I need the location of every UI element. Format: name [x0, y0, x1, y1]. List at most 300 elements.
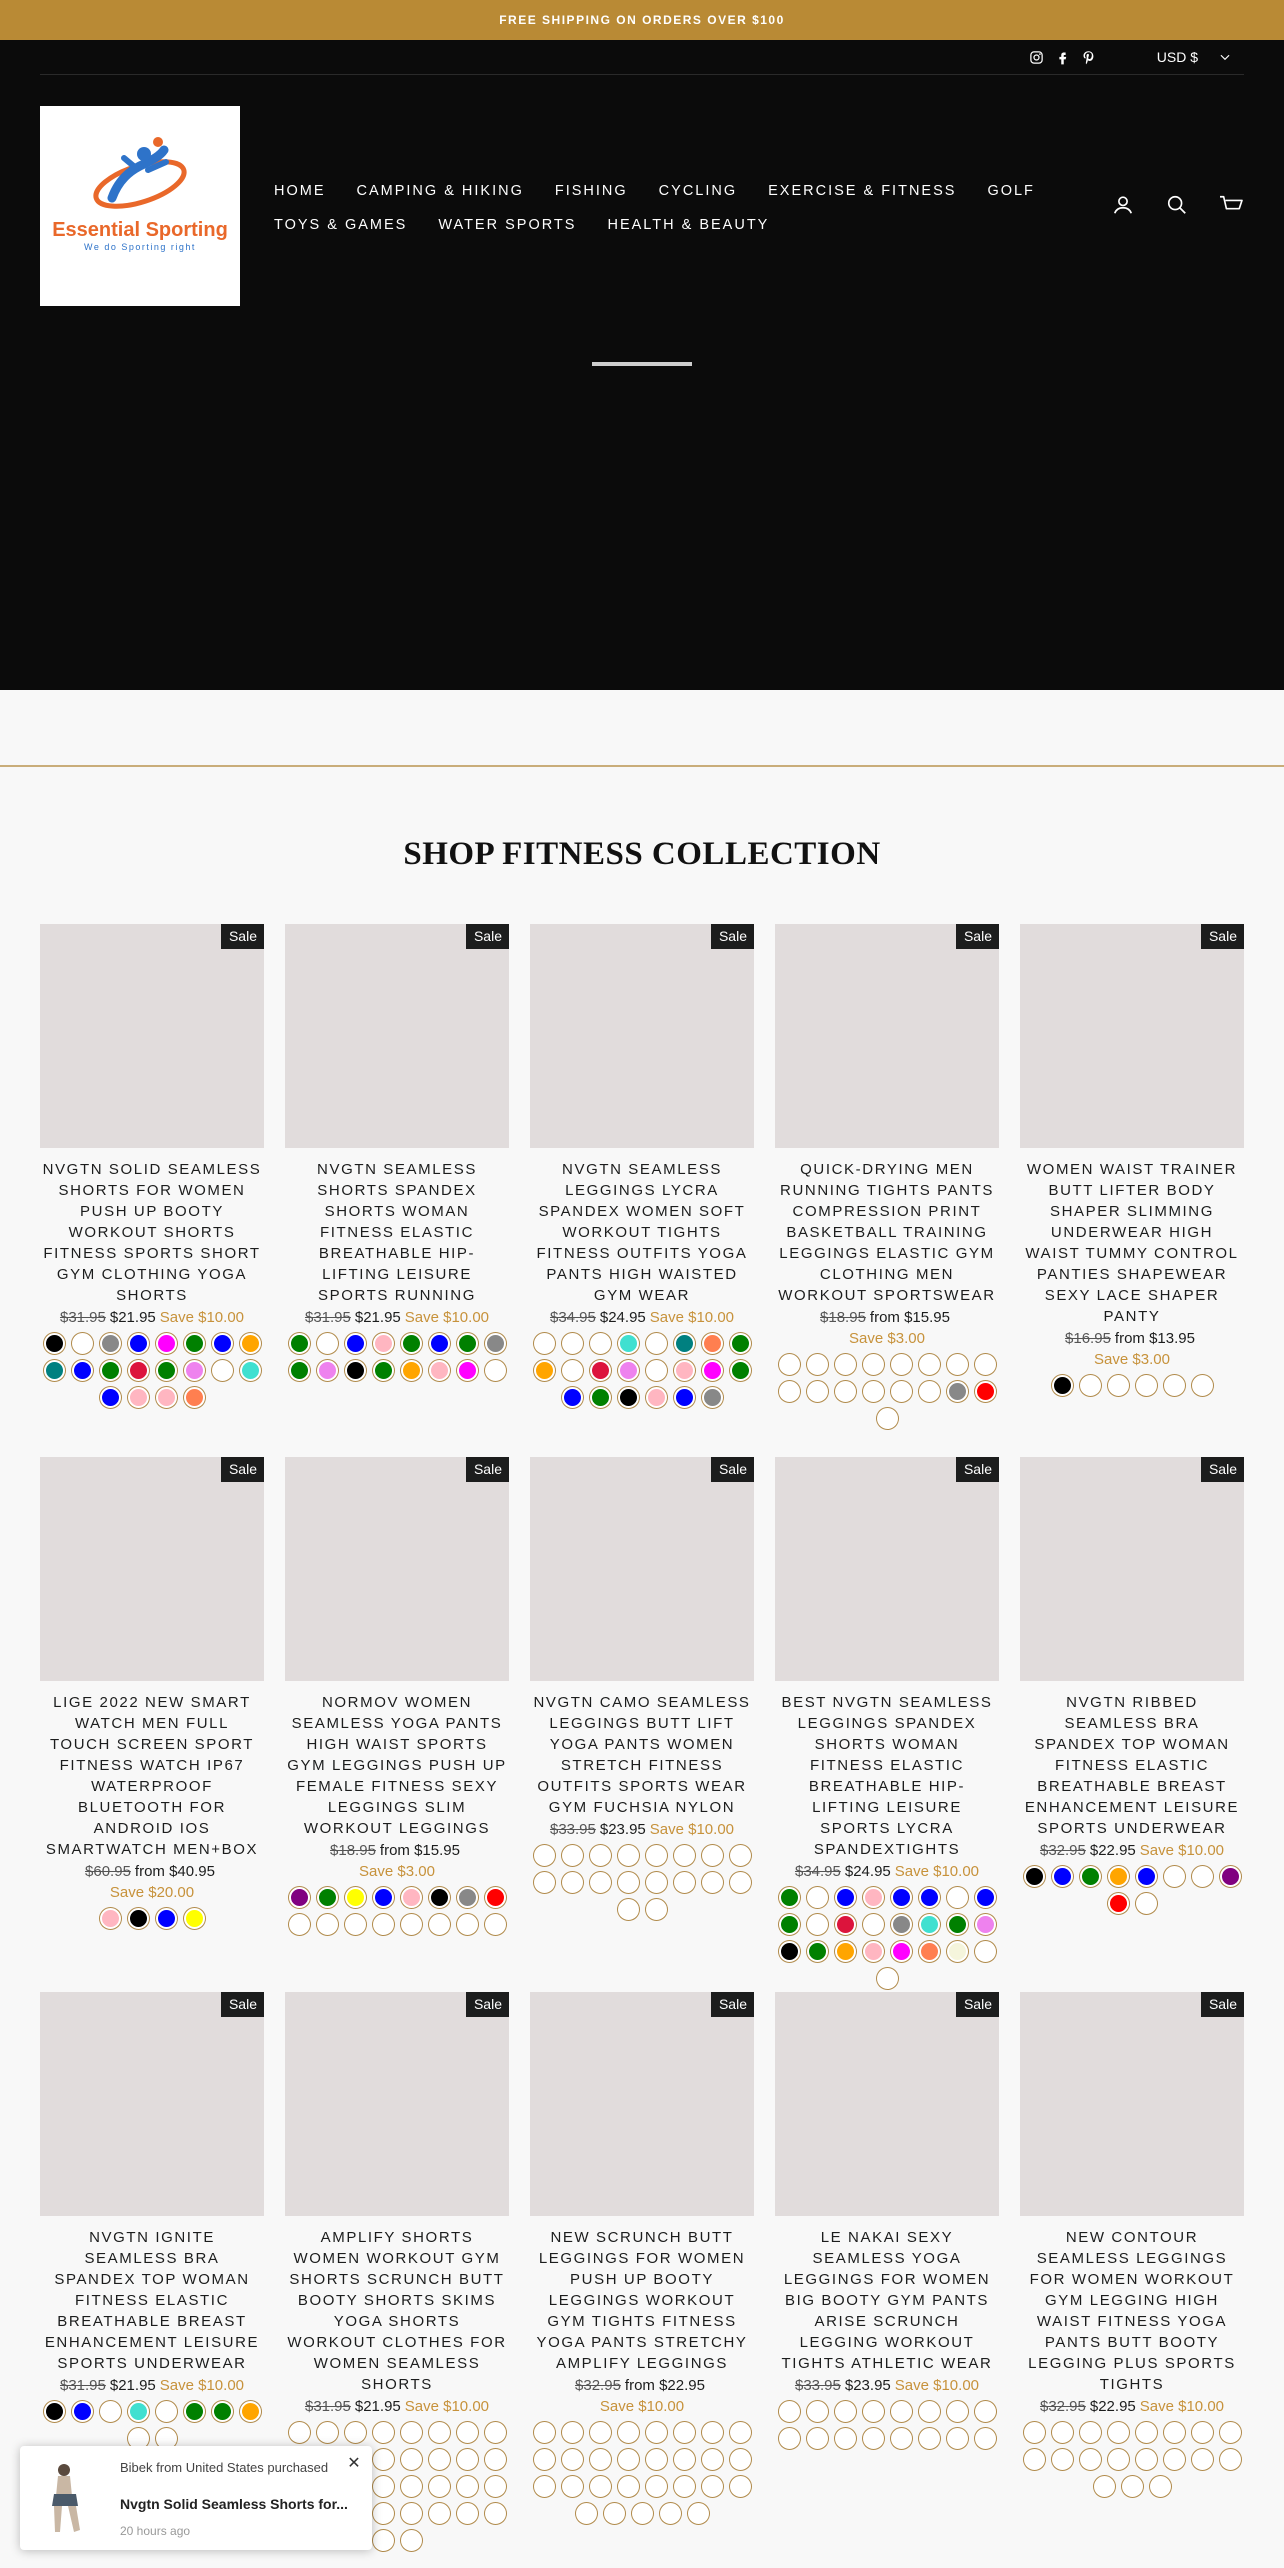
color-swatch[interactable] — [1080, 2449, 1101, 2470]
color-swatch[interactable] — [730, 2476, 751, 2497]
color-swatch[interactable] — [1136, 1866, 1157, 1887]
color-swatch[interactable] — [289, 2422, 310, 2443]
color-swatch[interactable] — [1108, 1866, 1129, 1887]
color-swatch[interactable] — [835, 1914, 856, 1935]
product-image[interactable] — [40, 1457, 264, 1681]
color-swatch[interactable] — [212, 1333, 233, 1354]
color-swatch[interactable] — [429, 1914, 450, 1935]
color-swatch[interactable] — [1192, 2422, 1213, 2443]
color-swatch[interactable] — [401, 1914, 422, 1935]
site-logo[interactable] — [40, 106, 240, 306]
color-swatch[interactable] — [373, 1333, 394, 1354]
product-card[interactable] — [1020, 1992, 1244, 2497]
color-swatch[interactable] — [618, 2422, 639, 2443]
color-swatch[interactable] — [779, 1887, 800, 1908]
color-swatch[interactable] — [373, 2476, 394, 2497]
color-swatch[interactable] — [947, 1354, 968, 1375]
color-swatch[interactable] — [646, 2449, 667, 2470]
color-swatch[interactable] — [156, 1333, 177, 1354]
product-card[interactable] — [1020, 924, 1244, 1396]
color-swatch[interactable] — [877, 1968, 898, 1989]
color-swatch[interactable] — [100, 1387, 121, 1408]
color-swatch[interactable] — [618, 1899, 639, 1920]
product-title[interactable]: BEST NVGTN SEAMLESS LEGGINGS SPANDEX SHORTS WOMAN FITNESS ELASTIC BREATHABLE HIP-LIFTING LEISURE SPORTS LYCRA SPANDEXTIGHTS — [781, 1694, 993, 1858]
color-swatch[interactable] — [877, 1408, 898, 1429]
color-swatch[interactable] — [702, 1387, 723, 1408]
color-swatch[interactable] — [373, 1887, 394, 1908]
color-swatch[interactable] — [485, 2503, 506, 2524]
color-swatch[interactable] — [1080, 1375, 1101, 1396]
color-swatch[interactable] — [485, 1360, 506, 1381]
product-title[interactable]: LIGE 2022 NEW SMART WATCH MEN FULL TOUCH SCREEN SPORT FITNESS WATCH IP67 WATERPROOF BLUETOOTH FOR ANDROID IOS SMARTWATCH MEN+BOX — [45, 1694, 259, 1858]
color-swatch[interactable] — [590, 1872, 611, 1893]
color-swatch[interactable] — [1164, 1866, 1185, 1887]
color-swatch[interactable] — [429, 2503, 450, 2524]
color-swatch[interactable] — [730, 2449, 751, 2470]
color-swatch[interactable] — [590, 2476, 611, 2497]
color-swatch[interactable] — [240, 2401, 261, 2422]
color-swatch[interactable] — [345, 2422, 366, 2443]
notification-product[interactable]: Nvgtn Solid Seamless Shorts for... — [120, 2496, 348, 2512]
color-swatch[interactable] — [975, 2401, 996, 2422]
color-swatch[interactable] — [702, 1845, 723, 1866]
color-swatch[interactable] — [618, 1333, 639, 1354]
color-swatch[interactable] — [919, 2428, 940, 2449]
color-swatch[interactable] — [947, 2428, 968, 2449]
color-swatch[interactable] — [534, 2449, 555, 2470]
color-swatch[interactable] — [779, 1941, 800, 1962]
color-swatch[interactable] — [100, 1333, 121, 1354]
product-image[interactable] — [1020, 924, 1244, 1148]
color-swatch[interactable] — [975, 1941, 996, 1962]
color-swatch[interactable] — [534, 2476, 555, 2497]
color-swatch[interactable] — [457, 1914, 478, 1935]
color-swatch[interactable] — [457, 1360, 478, 1381]
color-swatch[interactable] — [156, 1387, 177, 1408]
color-swatch[interactable] — [485, 2449, 506, 2470]
nav-item-cycling[interactable]: CYCLING — [658, 183, 738, 199]
color-swatch[interactable] — [457, 2449, 478, 2470]
color-swatch[interactable] — [100, 1908, 121, 1929]
product-title[interactable]: LE NAKAI SEXY SEAMLESS YOGA LEGGINGS FOR WOMEN BIG BOOTY GYM PANTS ARISE SCRUNCH LEGGING WORKOUT TIGHTS ATHLETIC WEAR — [781, 2229, 993, 2372]
color-swatch[interactable] — [1080, 2422, 1101, 2443]
color-swatch[interactable] — [1052, 1375, 1073, 1396]
product-title[interactable]: NVGTN RIBBED SEAMLESS BRA SPANDEX TOP WOMAN FITNESS ELASTIC BREATHABLE BREAST ENHANCEMENT LEISURE SPORTS UNDERWEAR — [1024, 1694, 1240, 1837]
product-image[interactable] — [40, 924, 264, 1148]
color-swatch[interactable] — [576, 2503, 597, 2524]
color-swatch[interactable] — [646, 1387, 667, 1408]
purchase-notification[interactable] — [20, 2446, 372, 2550]
color-swatch[interactable] — [730, 1845, 751, 1866]
color-swatch[interactable] — [1024, 2422, 1045, 2443]
color-swatch[interactable] — [72, 2401, 93, 2422]
color-swatch[interactable] — [345, 1887, 366, 1908]
cart-icon[interactable] — [1218, 192, 1244, 218]
color-swatch[interactable] — [590, 1845, 611, 1866]
color-swatch[interactable] — [212, 1360, 233, 1381]
color-swatch[interactable] — [44, 1360, 65, 1381]
color-swatch[interactable] — [919, 1941, 940, 1962]
product-card[interactable] — [40, 924, 264, 1408]
color-swatch[interactable] — [919, 1354, 940, 1375]
color-swatch[interactable] — [401, 2476, 422, 2497]
color-swatch[interactable] — [373, 2422, 394, 2443]
color-swatch[interactable] — [590, 1360, 611, 1381]
color-swatch[interactable] — [562, 1333, 583, 1354]
nav-item-camping-hiking[interactable]: CAMPING & HIKING — [356, 183, 524, 199]
color-swatch[interactable] — [1220, 1866, 1241, 1887]
color-swatch[interactable] — [807, 2401, 828, 2422]
color-swatch[interactable] — [891, 1941, 912, 1962]
product-image[interactable] — [530, 1457, 754, 1681]
color-swatch[interactable] — [1108, 2449, 1129, 2470]
color-swatch[interactable] — [373, 1914, 394, 1935]
color-swatch[interactable] — [100, 2401, 121, 2422]
color-swatch[interactable] — [807, 1887, 828, 1908]
product-title[interactable]: AMPLIFY SHORTS WOMEN WORKOUT GYM SHORTS SCRUNCH BUTT BOOTY SHORTS SKIMS YOGA SHORTS WORKOUT CLOTHES FOR WOMEN SEAMLESS SHORTS — [287, 2229, 507, 2393]
product-title[interactable]: NVGTN SEAMLESS LEGGINGS LYCRA SPANDEX WOMEN SOFT WORKOUT TIGHTS FITNESS OUTFITS YOGA PANTS HIGH WAISTED GYM WEAR — [536, 1161, 748, 1304]
color-swatch[interactable] — [457, 1887, 478, 1908]
color-swatch[interactable] — [660, 2503, 681, 2524]
color-swatch[interactable] — [562, 1845, 583, 1866]
color-swatch[interactable] — [975, 1381, 996, 1402]
color-swatch[interactable] — [373, 2449, 394, 2470]
color-swatch[interactable] — [891, 1887, 912, 1908]
color-swatch[interactable] — [632, 2503, 653, 2524]
color-swatch[interactable] — [156, 1908, 177, 1929]
color-swatch[interactable] — [590, 2449, 611, 2470]
nav-item-toys-games[interactable]: TOYS & GAMES — [274, 217, 408, 233]
color-swatch[interactable] — [1136, 1375, 1157, 1396]
color-swatch[interactable] — [485, 1887, 506, 1908]
color-swatch[interactable] — [919, 1887, 940, 1908]
product-card[interactable] — [285, 1457, 509, 1935]
color-swatch[interactable] — [562, 2476, 583, 2497]
color-swatch[interactable] — [156, 1360, 177, 1381]
color-swatch[interactable] — [688, 2503, 709, 2524]
color-swatch[interactable] — [975, 2428, 996, 2449]
product-image[interactable] — [285, 1992, 509, 2216]
color-swatch[interactable] — [562, 2422, 583, 2443]
product-image[interactable] — [530, 924, 754, 1148]
color-swatch[interactable] — [730, 2422, 751, 2443]
product-image[interactable] — [285, 1457, 509, 1681]
color-swatch[interactable] — [807, 1381, 828, 1402]
color-swatch[interactable] — [618, 1872, 639, 1893]
color-swatch[interactable] — [702, 2449, 723, 2470]
color-swatch[interactable] — [289, 1360, 310, 1381]
chevron-down-icon[interactable] — [1218, 50, 1232, 64]
color-swatch[interactable] — [1136, 2422, 1157, 2443]
color-swatch[interactable] — [429, 2422, 450, 2443]
color-swatch[interactable] — [1024, 1866, 1045, 1887]
color-swatch[interactable] — [72, 1333, 93, 1354]
color-swatch[interactable] — [345, 1914, 366, 1935]
color-swatch[interactable] — [702, 1360, 723, 1381]
color-swatch[interactable] — [674, 2476, 695, 2497]
color-swatch[interactable] — [618, 1387, 639, 1408]
color-swatch[interactable] — [289, 1914, 310, 1935]
color-swatch[interactable] — [590, 1333, 611, 1354]
color-swatch[interactable] — [947, 1914, 968, 1935]
color-swatch[interactable] — [457, 2503, 478, 2524]
color-swatch[interactable] — [646, 1360, 667, 1381]
nav-item-exercise-fitness[interactable]: EXERCISE & FITNESS — [768, 183, 957, 199]
color-swatch[interactable] — [184, 2401, 205, 2422]
color-swatch[interactable] — [401, 1887, 422, 1908]
color-swatch[interactable] — [373, 1360, 394, 1381]
color-swatch[interactable] — [128, 1908, 149, 1929]
color-swatch[interactable] — [807, 1914, 828, 1935]
color-swatch[interactable] — [947, 1941, 968, 1962]
color-swatch[interactable] — [429, 1360, 450, 1381]
account-icon[interactable] — [1110, 192, 1136, 218]
color-swatch[interactable] — [702, 1872, 723, 1893]
color-swatch[interactable] — [1136, 1893, 1157, 1914]
color-swatch[interactable] — [807, 2428, 828, 2449]
product-image[interactable] — [1020, 1992, 1244, 2216]
color-swatch[interactable] — [618, 1360, 639, 1381]
product-title[interactable]: NVGTN SEAMLESS SHORTS SPANDEX SHORTS WOMAN FITNESS ELASTIC BREATHABLE HIP-LIFTING LEISURE SPORTS RUNNING — [317, 1161, 477, 1304]
color-swatch[interactable] — [947, 1887, 968, 1908]
color-swatch[interactable] — [100, 1360, 121, 1381]
nav-item-water-sports[interactable]: WATER SPORTS — [438, 217, 577, 233]
color-swatch[interactable] — [457, 1333, 478, 1354]
color-swatch[interactable] — [919, 1381, 940, 1402]
color-swatch[interactable] — [401, 1333, 422, 1354]
color-swatch[interactable] — [562, 2449, 583, 2470]
color-swatch[interactable] — [702, 2422, 723, 2443]
color-swatch[interactable] — [184, 1333, 205, 1354]
color-swatch[interactable] — [401, 2422, 422, 2443]
color-swatch[interactable] — [590, 1387, 611, 1408]
color-swatch[interactable] — [863, 1381, 884, 1402]
color-swatch[interactable] — [779, 1914, 800, 1935]
color-swatch[interactable] — [646, 1333, 667, 1354]
color-swatch[interactable] — [779, 2401, 800, 2422]
color-swatch[interactable] — [646, 1899, 667, 1920]
color-swatch[interactable] — [835, 1354, 856, 1375]
pinterest-icon[interactable] — [1080, 49, 1096, 65]
color-swatch[interactable] — [1220, 2422, 1241, 2443]
color-swatch[interactable] — [618, 2476, 639, 2497]
color-swatch[interactable] — [1108, 1893, 1129, 1914]
color-swatch[interactable] — [44, 2401, 65, 2422]
product-image[interactable] — [775, 1457, 999, 1681]
color-swatch[interactable] — [702, 1333, 723, 1354]
color-swatch[interactable] — [485, 2422, 506, 2443]
color-swatch[interactable] — [807, 1354, 828, 1375]
color-swatch[interactable] — [534, 1333, 555, 1354]
instagram-icon[interactable] — [1028, 49, 1044, 65]
product-card[interactable] — [530, 1992, 754, 2524]
color-swatch[interactable] — [674, 1360, 695, 1381]
color-swatch[interactable] — [345, 1333, 366, 1354]
color-swatch[interactable] — [534, 1845, 555, 1866]
product-title[interactable]: NORMOV WOMEN SEAMLESS YOGA PANTS HIGH WAIST SPORTS GYM LEGGINGS PUSH UP FEMALE FITNESS SEXY LEGGINGS SLIM WORKOUT LEGGINGS — [287, 1694, 507, 1837]
color-swatch[interactable] — [891, 2401, 912, 2422]
color-swatch[interactable] — [1052, 1866, 1073, 1887]
color-swatch[interactable] — [373, 2503, 394, 2524]
color-swatch[interactable] — [317, 1887, 338, 1908]
color-swatch[interactable] — [604, 2503, 625, 2524]
color-swatch[interactable] — [674, 1387, 695, 1408]
product-card[interactable] — [775, 1457, 999, 1989]
color-swatch[interactable] — [919, 2401, 940, 2422]
product-card[interactable] — [775, 1992, 999, 2449]
color-swatch[interactable] — [779, 1381, 800, 1402]
color-swatch[interactable] — [184, 1360, 205, 1381]
product-card[interactable] — [530, 924, 754, 1408]
color-swatch[interactable] — [429, 2449, 450, 2470]
color-swatch[interactable] — [835, 2428, 856, 2449]
color-swatch[interactable] — [373, 2530, 394, 2551]
color-swatch[interactable] — [184, 1387, 205, 1408]
product-card[interactable] — [775, 924, 999, 1429]
color-swatch[interactable] — [457, 2476, 478, 2497]
color-swatch[interactable] — [646, 2422, 667, 2443]
color-swatch[interactable] — [401, 2503, 422, 2524]
product-card[interactable] — [40, 1992, 264, 2449]
color-swatch[interactable] — [289, 1887, 310, 1908]
color-swatch[interactable] — [835, 1887, 856, 1908]
color-swatch[interactable] — [919, 1914, 940, 1935]
color-swatch[interactable] — [975, 1887, 996, 1908]
color-swatch[interactable] — [1052, 2449, 1073, 2470]
color-swatch[interactable] — [863, 1941, 884, 1962]
color-swatch[interactable] — [212, 2401, 233, 2422]
color-swatch[interactable] — [702, 2476, 723, 2497]
color-swatch[interactable] — [1164, 1375, 1185, 1396]
color-swatch[interactable] — [128, 1360, 149, 1381]
color-swatch[interactable] — [485, 2476, 506, 2497]
search-icon[interactable] — [1164, 192, 1190, 218]
color-swatch[interactable] — [807, 1941, 828, 1962]
color-swatch[interactable] — [646, 2476, 667, 2497]
color-swatch[interactable] — [128, 2401, 149, 2422]
color-swatch[interactable] — [863, 2401, 884, 2422]
color-swatch[interactable] — [863, 1354, 884, 1375]
color-swatch[interactable] — [240, 1360, 261, 1381]
color-swatch[interactable] — [401, 2530, 422, 2551]
color-swatch[interactable] — [730, 1872, 751, 1893]
color-swatch[interactable] — [72, 1360, 93, 1381]
color-swatch[interactable] — [457, 2422, 478, 2443]
product-card[interactable] — [285, 924, 509, 1381]
color-swatch[interactable] — [1122, 2476, 1143, 2497]
product-title[interactable]: WOMEN WAIST TRAINER BUTT LIFTER BODY SHAPER SLIMMING UNDERWEAR HIGH WAIST TUMMY CONTROL PANTIES SHAPEWEAR SEXY LACE SHAPER PANTY — [1025, 1161, 1239, 1325]
product-card[interactable] — [40, 1457, 264, 1929]
color-swatch[interactable] — [317, 1333, 338, 1354]
color-swatch[interactable] — [1136, 2449, 1157, 2470]
color-swatch[interactable] — [44, 1333, 65, 1354]
product-image[interactable] — [40, 1992, 264, 2216]
color-swatch[interactable] — [947, 2401, 968, 2422]
color-swatch[interactable] — [429, 2476, 450, 2497]
color-swatch[interactable] — [863, 1914, 884, 1935]
color-swatch[interactable] — [863, 2428, 884, 2449]
color-swatch[interactable] — [1192, 1866, 1213, 1887]
color-swatch[interactable] — [1164, 2449, 1185, 2470]
nav-item-golf[interactable]: GOLF — [987, 183, 1035, 199]
color-swatch[interactable] — [947, 1381, 968, 1402]
color-swatch[interactable] — [317, 2422, 338, 2443]
color-swatch[interactable] — [401, 2449, 422, 2470]
color-swatch[interactable] — [674, 1845, 695, 1866]
close-icon[interactable]: ✕ — [347, 2455, 361, 2472]
color-swatch[interactable] — [646, 1845, 667, 1866]
color-swatch[interactable] — [779, 1354, 800, 1375]
color-swatch[interactable] — [891, 1914, 912, 1935]
nav-item-health-beauty[interactable]: HEALTH & BEAUTY — [607, 217, 770, 233]
color-swatch[interactable] — [401, 1360, 422, 1381]
color-swatch[interactable] — [485, 1333, 506, 1354]
color-swatch[interactable] — [289, 1333, 310, 1354]
color-swatch[interactable] — [184, 1908, 205, 1929]
product-image[interactable] — [530, 1992, 754, 2216]
color-swatch[interactable] — [730, 1333, 751, 1354]
color-swatch[interactable] — [835, 2401, 856, 2422]
color-swatch[interactable] — [1094, 2476, 1115, 2497]
product-title[interactable]: NVGTN IGNITE SEAMLESS BRA SPANDEX TOP WOMAN FITNESS ELASTIC BREATHABLE BREAST ENHANCEMENT LEISURE SPORTS UNDERWEAR — [44, 2229, 260, 2372]
color-swatch[interactable] — [317, 1914, 338, 1935]
color-swatch[interactable] — [779, 2428, 800, 2449]
color-swatch[interactable] — [485, 1914, 506, 1935]
color-swatch[interactable] — [730, 1360, 751, 1381]
color-swatch[interactable] — [1108, 1375, 1129, 1396]
color-swatch[interactable] — [674, 1872, 695, 1893]
color-swatch[interactable] — [156, 2401, 177, 2422]
color-swatch[interactable] — [863, 1887, 884, 1908]
nav-item-home[interactable]: HOME — [274, 183, 326, 199]
color-swatch[interactable] — [1192, 1375, 1213, 1396]
color-swatch[interactable] — [562, 1360, 583, 1381]
color-swatch[interactable] — [646, 1872, 667, 1893]
color-swatch[interactable] — [128, 1387, 149, 1408]
product-image[interactable] — [1020, 1457, 1244, 1681]
product-image[interactable] — [775, 1992, 999, 2216]
color-swatch[interactable] — [562, 1387, 583, 1408]
product-title[interactable]: NEW CONTOUR SEAMLESS LEGGINGS FOR WOMEN WORKOUT GYM LEGGING HIGH WAIST FITNESS YOGA PANTS BUTT BOOTY LEGGING PLUS SPORTS TIGHTS — [1028, 2229, 1236, 2393]
color-swatch[interactable] — [891, 2428, 912, 2449]
product-title[interactable]: NEW SCRUNCH BUTT LEGGINGS FOR WOMEN PUSH UP BOOTY LEGGINGS WORKOUT GYM TIGHTS FITNESS YOGA PANTS STRETCHY AMPLIFY LEGGINGS — [536, 2229, 748, 2372]
currency-selector[interactable]: USD $ — [1156, 49, 1198, 65]
product-image[interactable] — [775, 924, 999, 1148]
color-swatch[interactable] — [562, 1872, 583, 1893]
color-swatch[interactable] — [1108, 2422, 1129, 2443]
color-swatch[interactable] — [590, 2422, 611, 2443]
color-swatch[interactable] — [534, 2422, 555, 2443]
color-swatch[interactable] — [674, 2449, 695, 2470]
color-swatch[interactable] — [618, 2449, 639, 2470]
color-swatch[interactable] — [891, 1354, 912, 1375]
color-swatch[interactable] — [345, 1360, 366, 1381]
color-swatch[interactable] — [975, 1914, 996, 1935]
product-title[interactable]: NVGTN SOLID SEAMLESS SHORTS FOR WOMEN PUSH UP BOOTY WORKOUT SHORTS FITNESS SPORTS SHORT GYM CLOTHING YOGA SHORTS — [42, 1161, 262, 1304]
facebook-icon[interactable] — [1054, 49, 1070, 65]
color-swatch[interactable] — [674, 2422, 695, 2443]
color-swatch[interactable] — [240, 1333, 261, 1354]
color-swatch[interactable] — [128, 1333, 149, 1354]
product-card[interactable] — [530, 1457, 754, 1920]
color-swatch[interactable] — [1024, 2449, 1045, 2470]
color-swatch[interactable] — [1220, 2449, 1241, 2470]
product-image[interactable] — [285, 924, 509, 1148]
product-card[interactable] — [1020, 1457, 1244, 1914]
color-swatch[interactable] — [975, 1354, 996, 1375]
nav-item-fishing[interactable]: FISHING — [554, 183, 628, 199]
color-swatch[interactable] — [835, 1381, 856, 1402]
